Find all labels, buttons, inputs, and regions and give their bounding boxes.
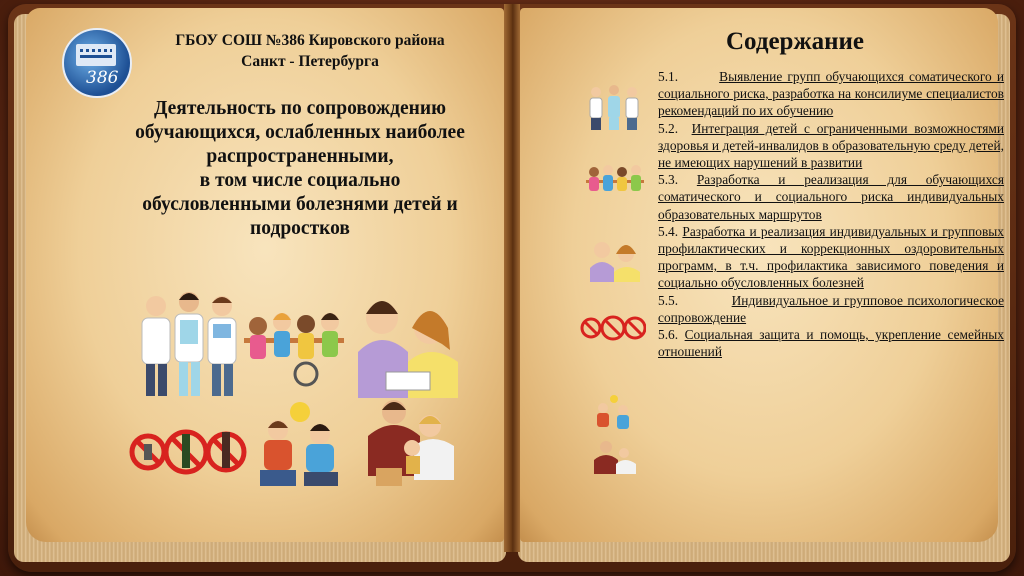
prohibition-small-icon	[580, 308, 646, 348]
heading-line: распространенными,	[206, 146, 394, 167]
table-of-contents	[658, 68, 1004, 360]
toc-item-link[interactable]: Разработка и реализация для обучающихся соматического и социального риска индивидуальных образовательных маршрутов	[658, 172, 1004, 222]
psychologist-small-icon	[592, 394, 636, 434]
toc-item-number: 5.1.	[658, 69, 679, 84]
book-spine	[504, 4, 520, 552]
logo-number: 386	[86, 68, 119, 88]
school-name-line2: Санкт - Петербурга	[241, 53, 379, 70]
psychologist-icon	[254, 400, 350, 490]
toc-item-link[interactable]: Интеграция детей с ограниченными возможностями здоровья и детей-инвалидов в образовательную среду детей, не имеющих нарушений в развитии	[658, 120, 1004, 171]
toc-item-number: 5.5.	[658, 292, 679, 308]
children-group-icon	[244, 298, 344, 388]
heading-line: обусловленными болезнями детей и	[142, 194, 458, 215]
toc-item-number: 5.6.	[658, 327, 679, 343]
page-heading	[110, 97, 490, 241]
toc-item-link[interactable]: Разработка и реализация индивидуальных и групповых профилактических и коррекционных оздоровительных программ, в т.ч. профилактика зависимого поведения и социально обусловленных болезней	[658, 223, 1005, 291]
toc-item-5-6[interactable]	[658, 326, 1004, 360]
toc-item-number: 5.2.	[658, 120, 679, 136]
tutoring-small-icon	[586, 238, 642, 282]
heading-line: в том числе социально	[199, 170, 401, 191]
heading-line: подростков	[250, 218, 350, 239]
toc-item-link[interactable]: Выявление групп обучающихся соматического и социального риска, разработка на консилиуме специалистов рекомендаций по их обучению	[658, 69, 1004, 119]
school-name-line1: ГБОУ СОШ №386 Кировского района	[175, 32, 445, 49]
toc-item-number: 5.4.	[658, 223, 679, 239]
toc-item-5-1[interactable]	[658, 68, 1004, 120]
doctors-icon	[134, 290, 244, 402]
toc-item-link[interactable]: Социальная защита и помощь, укрепление семейных отношений	[658, 327, 1004, 360]
school-logo	[62, 28, 132, 98]
toc-title: Содержание	[725, 28, 864, 55]
family-small-icon	[588, 440, 640, 476]
family-icon	[354, 396, 460, 490]
toc-item-5-2[interactable]	[658, 120, 1004, 172]
toc-item-5-5[interactable]	[658, 292, 1004, 326]
doctors-small-icon	[586, 84, 642, 132]
school-building-icon	[76, 44, 116, 66]
tutoring-icon	[350, 292, 462, 398]
heading-line: обучающихся, ослабленных наиболее	[135, 122, 465, 143]
heading-line: Деятельность по сопровождению	[153, 98, 447, 119]
toc-item-link[interactable]: Индивидуальное и групповое психологическое сопровождение	[658, 292, 1005, 325]
prohibition-icon	[128, 418, 248, 484]
toc-item-5-3[interactable]	[658, 171, 1004, 223]
children-small-icon	[586, 160, 644, 202]
toc-item-number: 5.3.	[658, 172, 679, 188]
toc-item-5-4[interactable]	[658, 223, 1004, 292]
school-name	[140, 30, 480, 72]
